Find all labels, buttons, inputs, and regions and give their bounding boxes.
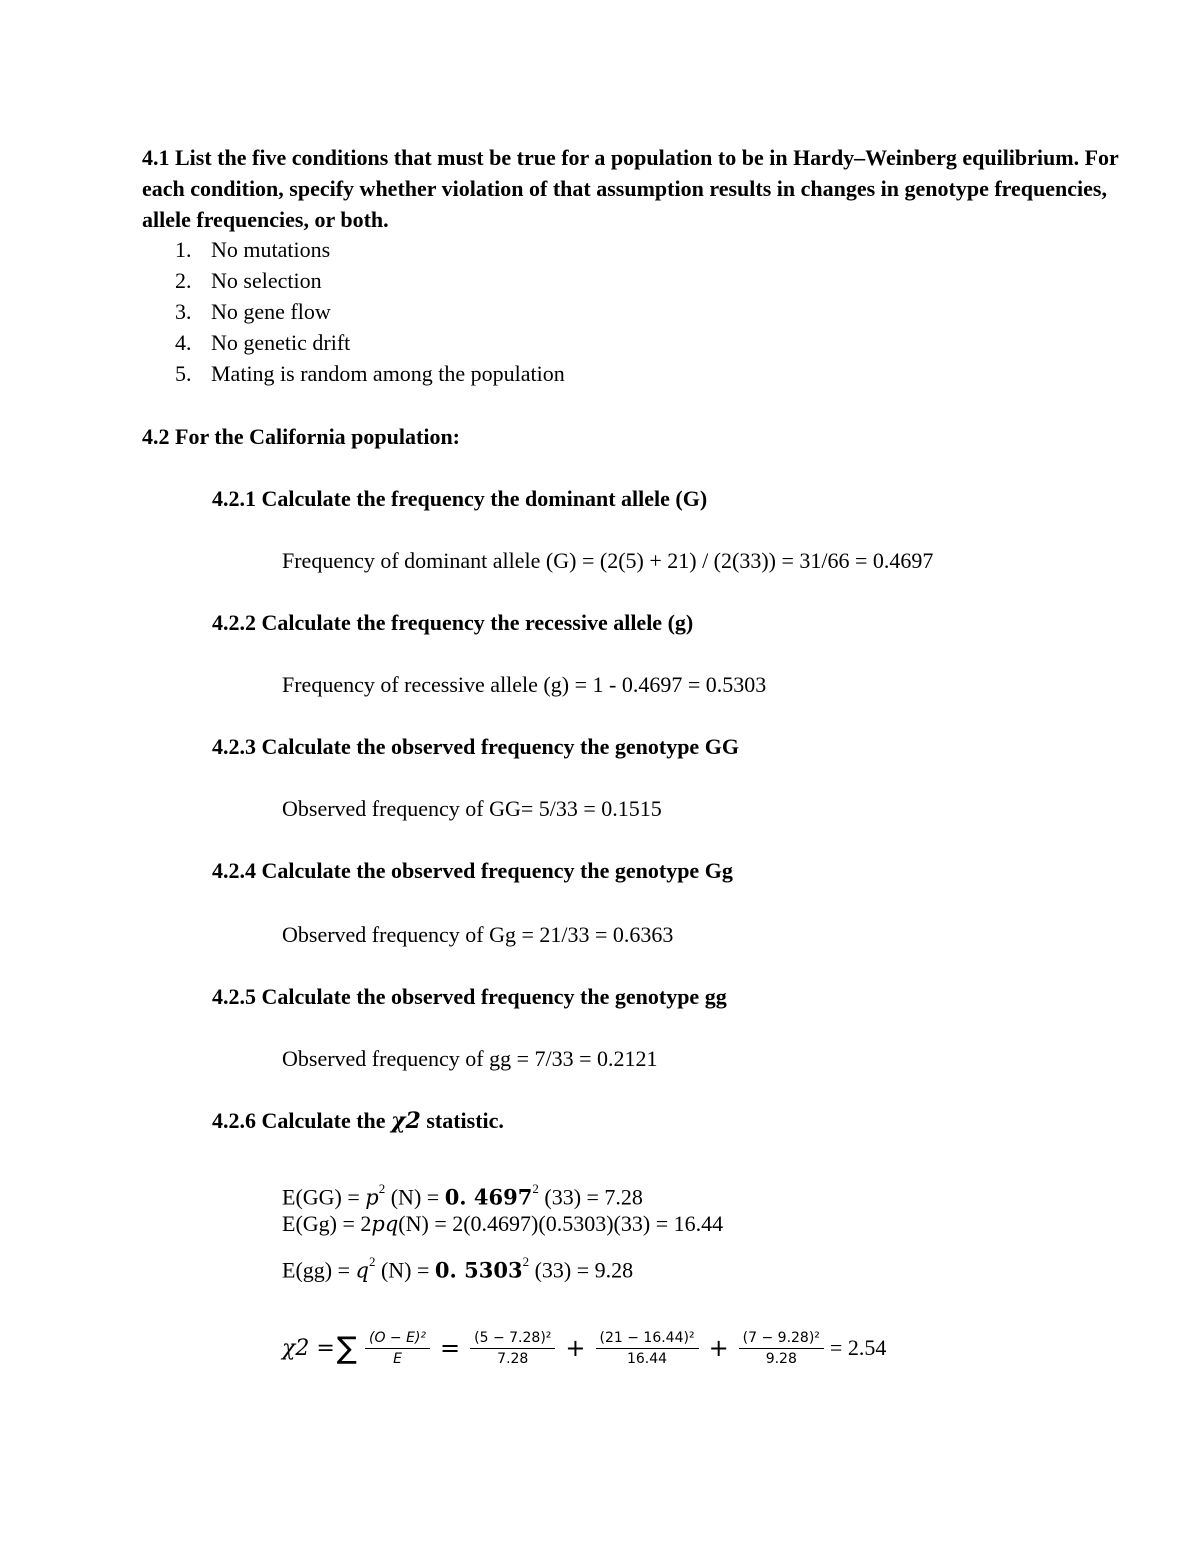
chi-result: = 2.54	[829, 1335, 887, 1360]
part-4-2-4-answer: Observed frequency of Gg = 21/33 = 0.6363	[282, 922, 674, 947]
list-item	[175, 327, 565, 358]
part-4-2-1-answer: Frequency of dominant allele (G) = (2(5) + 21) / (2(33)) = 31/66 = 0.4697	[282, 548, 934, 573]
chi-lhs: χ2 =	[282, 1335, 335, 1361]
part-4-2-6-heading	[212, 1106, 504, 1136]
part-4-2-6-heading-pre: 4.2.6 Calculate the	[212, 1108, 392, 1133]
eq-exponent: 2	[522, 1254, 530, 1269]
plus-sign: +	[708, 1334, 729, 1362]
part-4-2-3-heading: 4.2.3 Calculate the observed frequency the genotype GG	[212, 734, 739, 759]
list-number: 2.	[175, 268, 192, 293]
list-text: Mating is random among the population	[211, 361, 565, 386]
part-4-2-5-heading: 4.2.5 Calculate the observed frequency the genotype gg	[212, 984, 727, 1009]
plus-sign: +	[565, 1334, 586, 1362]
list-text: No genetic drift	[211, 330, 351, 355]
expected-Gg-equation	[282, 1208, 723, 1240]
fraction-denominator: 16.44	[626, 1350, 668, 1367]
fraction-general	[365, 1328, 430, 1369]
eq-text: (N) =	[385, 1184, 445, 1210]
list-text: No mutations	[211, 237, 331, 262]
eq-exponent: 2	[378, 1181, 386, 1196]
list-number: 3.	[175, 299, 192, 324]
eq-text: E(Gg) = 2	[282, 1211, 372, 1236]
eq-bold-value: 0. 4697	[444, 1184, 533, 1210]
expected-gg-equation	[282, 1249, 633, 1286]
sigma-symbol: ∑	[336, 1330, 357, 1366]
eq-text: (N)	[398, 1211, 429, 1236]
part-4-2-1-heading: 4.2.1 Calculate the frequency the dominant allele (G)	[212, 486, 708, 511]
fraction-numerator: (21 − 16.44)²	[596, 1328, 699, 1349]
eq-text: = 2(0.4697)(0.5303)(33) = 16.44	[428, 1211, 724, 1236]
list-item	[175, 358, 565, 389]
part-4-2-2-heading: 4.2.2 Calculate the frequency the recessive allele (g)	[212, 610, 694, 635]
eq-text: E(GG) =	[282, 1184, 366, 1210]
eq-var-pq: pq	[371, 1212, 399, 1236]
eq-text: (N) =	[375, 1257, 435, 1283]
fraction-numerator: (7 − 9.28)²	[739, 1328, 824, 1349]
fraction-numerator: (O − E)²	[365, 1328, 430, 1349]
part-4-2-6-heading-post: statistic.	[420, 1108, 504, 1133]
fraction-denominator: 7.28	[497, 1350, 529, 1367]
chi-symbol: χ2	[391, 1108, 421, 1134]
fraction-denominator: 9.28	[765, 1350, 797, 1367]
list-number: 1.	[175, 237, 192, 262]
fraction-GG	[470, 1328, 555, 1369]
part-4-2-4-heading: 4.2.4 Calculate the observed frequency the genotype Gg	[212, 858, 733, 883]
equals-sign: =	[440, 1334, 461, 1362]
eq-text: (33) = 7.28	[538, 1184, 643, 1210]
part-4-2-5-answer: Observed frequency of gg = 7/33 = 0.2121	[282, 1046, 658, 1071]
part-4-2-3-answer: Observed frequency of GG= 5/33 = 0.1515	[282, 796, 662, 821]
eq-exponent: 2	[532, 1181, 539, 1196]
eq-var-q: q	[355, 1258, 369, 1283]
question-4-1-heading: 4.1 List the five conditions that must be true for a population to be in Hardy–Weinberg equilibrium. For each condition, specify whether violation of that assumption results in changes in genotype frequencies, allele frequencies, or both.	[142, 145, 1119, 232]
fraction-denominator: E	[393, 1350, 402, 1367]
list-item	[175, 296, 565, 327]
list-number: 5.	[175, 361, 192, 386]
list-item	[175, 265, 565, 296]
list-item	[175, 234, 565, 265]
list-text: No selection	[211, 268, 322, 293]
eq-text: (33) = 9.28	[529, 1257, 634, 1283]
eq-var-p: p	[365, 1185, 379, 1210]
list-number: 4.	[175, 330, 192, 355]
chi-square-equation	[282, 1320, 886, 1376]
fraction-Gg	[596, 1328, 699, 1369]
conditions-list	[175, 234, 565, 389]
fraction-numerator: (5 − 7.28)²	[470, 1328, 555, 1349]
part-4-2-2-answer: Frequency of recessive allele (g) = 1 - 0.4697 = 0.5303	[282, 672, 767, 697]
list-text: No gene flow	[211, 299, 331, 324]
question-4-2-heading: 4.2 For the California population:	[142, 424, 461, 449]
eq-text: E(gg) =	[282, 1257, 356, 1283]
eq-bold-value: 0. 5303	[434, 1257, 523, 1283]
fraction-gg	[739, 1328, 824, 1369]
eq-exponent: 2	[368, 1254, 376, 1269]
